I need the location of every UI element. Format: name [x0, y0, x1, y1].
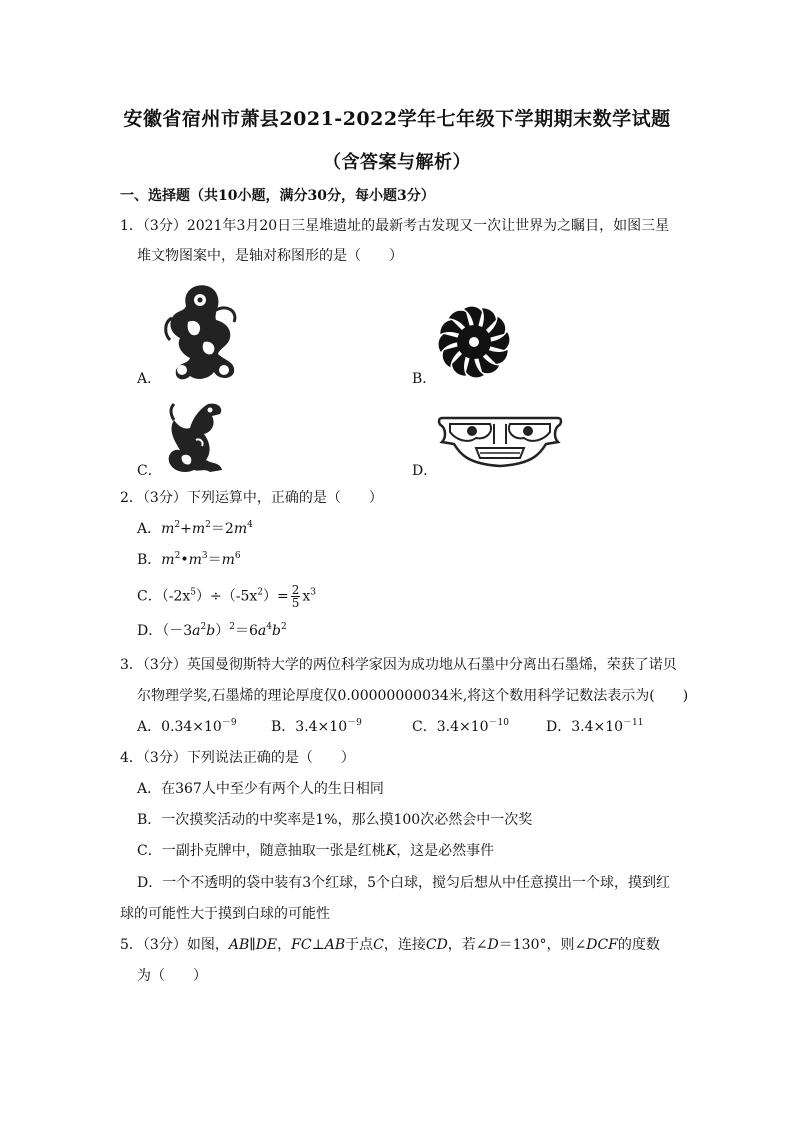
q4-option-d-line1: D．一个不透明的袋中装有3个红球，5个白球，搅匀后想从中任意摸出一个球，摸到红: [137, 875, 671, 891]
q1-option-a-label: A．: [137, 371, 162, 387]
q1-figure-a-relic: [158, 282, 244, 384]
q2-option-b: B．$m^2•m^3=m^6$: [137, 551, 241, 568]
q2-stem: 2．（3分）下列运算中，正确的是（ ）: [120, 490, 383, 506]
q1-figure-c-bird: [160, 400, 226, 476]
q3-stem-line1: 3．（3分）英国曼彻斯特大学的两位科学家因为成功地从石墨中分离出石墨烯，荣获了诺贝: [120, 657, 677, 673]
q2-option-c: C．$(-2x^5)\div(-5x^2)=$ $\frac{2}{5}$ $x^3$: [137, 583, 317, 610]
q3-option-d: D．$3.4\times 10^{-11}$: [546, 718, 644, 735]
q1-stem-line2: 堆文物图案中，是轴对称图形的是（ ）: [137, 248, 403, 264]
q4-option-d-line2: 球的可能性大于摸到白球的可能性: [120, 906, 330, 922]
q4-option-a: A．在367人中至少有两个人的生日相同: [137, 781, 384, 797]
q3-option-c: C．$3.4\times 10^{-10}$: [412, 718, 509, 735]
q1-figure-d-mask: [436, 410, 564, 470]
q2-option-d: D．$(-3a^2b)^2=6a^4b^2$: [137, 622, 287, 639]
q1-figure-b-spiral: [434, 304, 514, 380]
document-title: 安徽省宿州市萧县2021-2022学年七年级下学期期末数学试题: [123, 108, 671, 130]
q1-option-c-label: C．: [137, 463, 162, 479]
q4-option-c: C．一副扑克牌中，随意抽取一张是红桃K，这是必然事件: [137, 843, 495, 859]
q3-option-a: A．$0.34\times 10^{-9}$: [137, 718, 237, 735]
q1-stem-line1: 1．（3分）2021年3月20日三星堆遗址的最新考古发现又一次让世界为之瞩目，如图三星: [120, 218, 670, 234]
q1-option-b-label: B．: [412, 371, 437, 387]
q1-option-d-label: D．: [412, 463, 438, 479]
q3-option-b: B．$3.4\times 10^{-9}$: [271, 718, 362, 735]
q5-stem-line1: 5．（3分）如图，AB∥DE，FC⊥AB于点C，连接CD，若∠D＝130°，则∠DCF的度数: [120, 937, 660, 953]
fraction: $\frac{2}{5}$: [291, 583, 300, 610]
q5-stem-line2: 为（ ）: [137, 968, 207, 984]
document-subtitle: （含答案与解析）: [323, 152, 471, 173]
q4-option-b: B．一次摸奖活动的中奖率是1%，那么摸100次必然会中一次奖: [137, 812, 533, 828]
q2-option-a: A．$m^2+m^2=2m^4$: [137, 520, 253, 537]
q4-stem: 4．（3分）下列说法正确的是（ ）: [120, 750, 355, 766]
section-heading: 一、选择题（共10小题，满分30分，每小题3分）: [120, 188, 435, 204]
q3-stem-line2: 尔物理学奖,石墨烯的理论厚度仅0.00000000034米,将这个数用科学记数法表示为( ): [137, 688, 689, 704]
